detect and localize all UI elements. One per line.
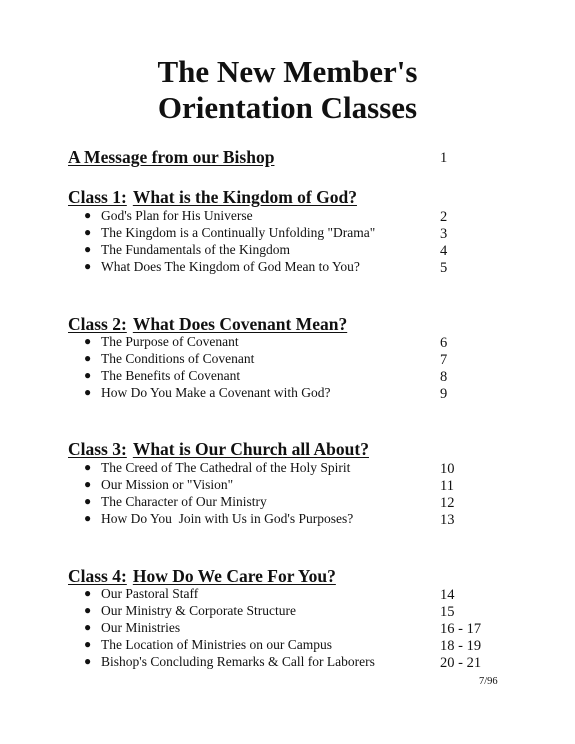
- bullet-icon: ●: [84, 259, 92, 273]
- class-3-topic: What is Our Church all About?: [132, 439, 369, 459]
- item-text: The Benefits of Covenant: [101, 368, 241, 383]
- bullet-icon: ●: [84, 368, 92, 382]
- class-1-item-3: [84, 241, 290, 258]
- class-4-item-3-page: 16 - 17: [440, 621, 482, 637]
- bullet-icon: ●: [84, 637, 92, 651]
- class-1-item-2: [84, 224, 375, 241]
- class-4-item-1-page: 14: [440, 587, 455, 603]
- bullet-icon: ●: [84, 654, 92, 668]
- class-3-item-4: [84, 510, 353, 527]
- class-2-item-3-page: 8: [440, 369, 448, 385]
- class-4-item-4: [84, 636, 332, 653]
- class-1-item-4: [84, 258, 360, 275]
- class-4-item-1: [84, 585, 198, 602]
- item-text: The Kingdom is a Continually Unfolding "Drama": [101, 225, 376, 240]
- bishop-message-heading: [68, 146, 274, 168]
- item-text: The Creed of The Cathedral of the Holy Spirit: [101, 460, 351, 475]
- class-3-item-2: [84, 476, 233, 493]
- class-2-item-2: [84, 350, 254, 367]
- class-2-prefix: Class 2:: [68, 314, 127, 334]
- class-4-item-5-page: 20 - 21: [440, 655, 482, 671]
- class-2-item-3: [84, 367, 240, 384]
- item-text: God's Plan for His Universe: [101, 208, 253, 223]
- class-2-topic: What Does Covenant Mean?: [132, 314, 348, 334]
- item-text: Our Mission or "Vision": [101, 477, 234, 492]
- bullet-icon: ●: [84, 477, 92, 491]
- class-1-item-3-page: 4: [440, 243, 448, 259]
- class-1-heading: [68, 186, 357, 208]
- revision-date: 7/96: [479, 676, 498, 687]
- class-4-topic: How Do We Care For You?: [132, 566, 336, 586]
- class-3-prefix: Class 3:: [68, 439, 127, 459]
- class-2-item-1: [84, 333, 239, 350]
- class-4-item-5: [84, 653, 375, 670]
- document-title-line-1: The New Member's: [157, 54, 418, 89]
- bullet-icon: ●: [84, 208, 92, 222]
- bullet-icon: ●: [84, 586, 92, 600]
- class-4-item-3: [84, 619, 180, 636]
- class-3-item-1-page: 10: [440, 461, 455, 477]
- item-text: The Location of Ministries on our Campus: [101, 637, 332, 652]
- class-2-item-1-page: 6: [440, 335, 448, 351]
- item-text: Our Ministry & Corporate Structure: [101, 603, 296, 618]
- class-4-heading: [68, 565, 336, 587]
- item-text: Our Ministries: [101, 620, 181, 635]
- bullet-icon: ●: [84, 334, 92, 348]
- bullet-icon: ●: [84, 603, 92, 617]
- item-text: The Character of Our Ministry: [101, 494, 267, 509]
- class-1-item-1: [84, 207, 253, 224]
- class-3-item-4-page: 13: [440, 512, 455, 528]
- class-3-item-3: [84, 493, 267, 510]
- class-2-item-4: [84, 384, 330, 401]
- item-text: Our Pastoral Staff: [101, 586, 199, 601]
- bullet-icon: ●: [84, 511, 92, 525]
- item-text: The Fundamentals of the Kingdom: [101, 242, 290, 257]
- bullet-icon: ●: [84, 620, 92, 634]
- class-1-item-2-page: 3: [440, 226, 448, 242]
- class-4-item-4-page: 18 - 19: [440, 638, 482, 654]
- class-2-item-2-page: 7: [440, 352, 448, 368]
- item-text: How Do You Make a Covenant with God?: [101, 385, 331, 400]
- bullet-icon: ●: [84, 460, 92, 474]
- class-2-heading: [68, 313, 347, 335]
- bishop-message-page: 1: [440, 150, 448, 166]
- document-title-line-2: Orientation Classes: [157, 90, 418, 125]
- bullet-icon: ●: [84, 242, 92, 256]
- item-text: How Do You Join with Us in God's Purposes?: [101, 511, 354, 526]
- class-1-item-1-page: 2: [440, 209, 448, 225]
- class-1-topic: What is the Kingdom of God?: [132, 187, 357, 207]
- bullet-icon: ●: [84, 385, 92, 399]
- class-4-item-2-page: 15: [440, 604, 455, 620]
- item-text: What Does The Kingdom of God Mean to You?: [101, 259, 360, 274]
- bullet-icon: ●: [84, 351, 92, 365]
- class-1-prefix: Class 1:: [68, 187, 127, 207]
- bishop-message-label: A Message from our Bishop: [68, 147, 275, 167]
- class-1-item-4-page: 5: [440, 260, 448, 276]
- class-2-item-4-page: 9: [440, 386, 448, 402]
- bullet-icon: ●: [84, 225, 92, 239]
- item-text: Bishop's Concluding Remarks & Call for Laborers: [101, 654, 375, 669]
- item-text: The Conditions of Covenant: [101, 351, 255, 366]
- bullet-icon: ●: [84, 494, 92, 508]
- class-4-prefix: Class 4:: [68, 566, 127, 586]
- class-3-item-1: [84, 459, 350, 476]
- class-3-heading: [68, 438, 369, 460]
- class-3-item-2-page: 11: [440, 478, 454, 494]
- item-text: The Purpose of Covenant: [101, 334, 239, 349]
- class-4-item-2: [84, 602, 296, 619]
- class-3-item-3-page: 12: [440, 495, 455, 511]
